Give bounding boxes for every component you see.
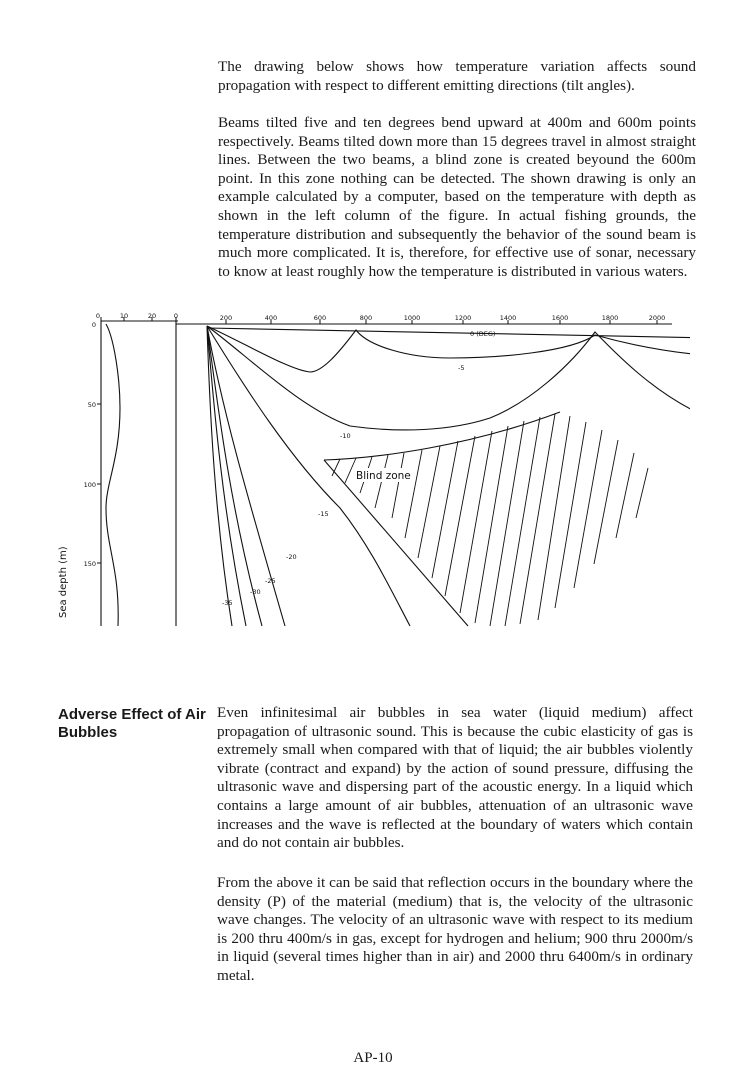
range-tick-600: 600: [313, 314, 327, 322]
beam-label-minus-20: -20: [286, 553, 297, 561]
range-tick-200: 200: [219, 314, 233, 322]
intro-paragraph: The drawing below shows how temperature variation affects sound propagation with respect to different emitting directions (tilt angles).: [218, 58, 696, 94]
blind-zone-top: [324, 412, 560, 460]
range-tick-1000: 1000: [403, 314, 421, 322]
beam-label-minus-5: -5: [458, 364, 465, 372]
beam-label-minus-30: -30: [250, 588, 261, 596]
temp-tick-10: 10: [119, 312, 129, 320]
beam-label-minus-15: -15: [318, 510, 329, 518]
beam-label-0: 0 (DEG): [470, 330, 496, 338]
reflection-paragraph: From the above it can be said that reflection occurs in the boundary where the density (P) of the material (medium) that is, the velocity of the ultrasonic wave changes. The velocity of an ultrasonic wave with respect to its medium is 200 thru 400m/s in gas, except for hydrogen and helium; 900 thru 2000m/s in liquid (several times higher than in air) and 2000 thru 6400m/s in ordinary metal.: [217, 874, 693, 984]
depth-tick-100: 100: [83, 481, 96, 489]
temperature-profile: [106, 324, 120, 626]
depth-tick-150: 150: [83, 560, 96, 568]
depth-tick-0: 0: [91, 321, 96, 329]
air-bubbles-paragraph: Even infinitesimal air bubbles in sea water (liquid medium) affect propagation of ultrasonic sound. This is because the cubic elasticity of gas is extremely small when compared with that of liquid; the air bubbles violently vibrate (contract and expand) by the action of sound pressure, diffusing the ultrasonic wave and dispersing part of the acoustic energy. In a liquid which contains a large amount of air bubbles, attenuation of an ultrasonic wave increases and the wave is reflected at the boundary of waters which contain and do not contain air bubbles.: [217, 704, 693, 852]
sound-propagation-diagram: [50, 308, 690, 630]
beam-0-deg: [207, 328, 690, 338]
range-tick-1800: 1800: [601, 314, 619, 322]
blind-zone-left: [324, 460, 468, 626]
blind-zone-hatching: [332, 414, 648, 626]
page-number: AP-10: [353, 1050, 393, 1066]
range-tick-1200: 1200: [454, 314, 472, 322]
description-paragraph: Beams tilted five and ten degrees bend upward at 400m and 600m points respectively. Beams tilted down more than 15 degrees travel in almost straight lines. Between the two beams, a blind zone is created beyound the 600m point. In this zone nothing can be detected. The shown drawing is only an example calculated by a computer, based on the temperature with depth as shown in the left column of the figure. In actual fishing grounds, the temperature distribution and subsequently the behavior of the sound beam is much more complicated. It is, therefore, for effective use of sonar, necessary to know at least roughly how the temperature is distributed in various waters.: [218, 114, 696, 280]
sea-depth-axis-label: Sea depth (m): [58, 546, 69, 618]
depth-tick-50: 50: [87, 401, 96, 409]
blind-zone-label: Blind zone: [356, 470, 411, 482]
range-tick-400: 400: [264, 314, 278, 322]
beam-minus-10: [207, 326, 690, 430]
range-tick-800: 800: [359, 314, 373, 322]
range-tick-0: 0: [173, 312, 179, 320]
range-tick-2000: 2000: [648, 314, 666, 322]
section-heading: Adverse Effect of Air Bubbles: [58, 706, 206, 741]
beam-label-minus-35: -35: [222, 599, 233, 607]
range-tick-1600: 1600: [551, 314, 569, 322]
axis-ticks: [97, 317, 657, 563]
beam-label-minus-25: -25: [265, 577, 276, 585]
beam-label-minus-10: -10: [340, 432, 351, 440]
range-tick-1400: 1400: [499, 314, 517, 322]
temp-tick-0: 0: [95, 312, 101, 320]
temp-tick-20: 20: [147, 312, 157, 320]
